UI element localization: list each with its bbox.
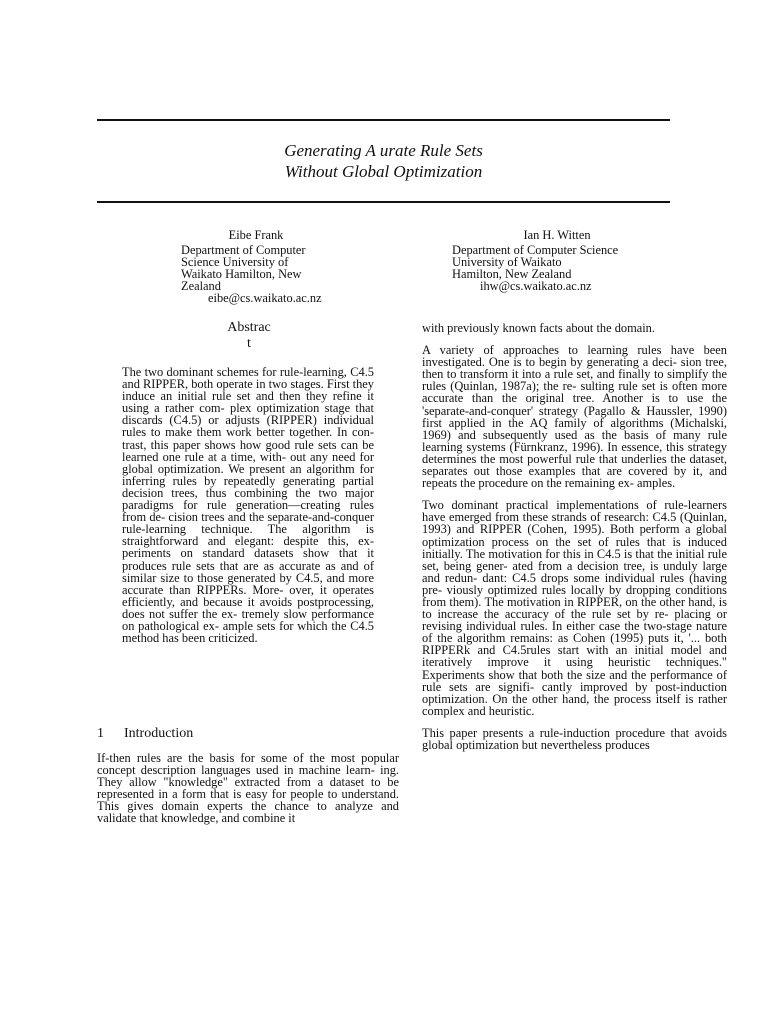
section-number: 1 [97,726,104,741]
affiliation-line: Hamilton, New Zealand [452,267,572,281]
author-email: eibe@cs.waikato.ac.nz [208,291,322,305]
body-paragraph: Two dominant practical implementations of rule-learners have emerged from these strands of research: C4.5 (Quinlan, 1993) and RIPPER (Cohen, 1995). Both perform a global optimization process on the set of rules that is induced initially. The motivation for this in C4.5 is that the initial rule set, being gener- ated from a decision tree, is unduly large and redun- dant: C4.5 drops some individual rules (having pre- viously optimized rules locally by dropping conditions from them). The motivation in RIPPER, on the other hand, is to increase the accuracy of the rule set by re- placing or revising individual rules. In either case the two-stage nature of the algorithm remains: as Cohen (1995) puts it, '... both RIPPERk and C4.5rules start with an initial model and iteratively improve it using heuristic techniques." Experiments show that both the size and the performance of rule sets are signifi- cantly improved by post-induction optimization. On the other hand, the process itself is rather complex and heuristic. [422,498,727,718]
affiliation-line: Zealand [181,279,221,293]
title-line-1: Generating A urate Rule Sets [284,141,483,160]
affiliation-line: Waikato Hamilton, New [181,267,302,281]
section-title: Introduction [124,726,194,741]
author-email: ihw@cs.waikato.ac.nz [480,279,592,293]
body-paragraph: This paper presents a rule-induction procedure that avoids global optimization but nevertheless produces [422,725,727,752]
intro-paragraph: If-then rules are the basis for some of the most popular concept description languages used in machine learn- ing. They allow "knowledge" extracted from a dataset to be represented in a form that is easy for people to understand. This gives domain experts the chance to analyze and validate that knowledge, and combine it [97,751,399,826]
top-rule [97,119,670,121]
author-block-1 [181,229,351,304]
section-heading-introduction [97,726,193,742]
author-affiliation [181,244,351,292]
abstract-paragraph: The two dominant schemes for rule-learning, C4.5 and RIPPER, both operate in two stages. First they induce an initial rule set and then they refine it using a rather com- plex optimization stage that discards (C4.5) or adjusts (RIPPER) individual rules to make them work better together. In con- trast, this paper shows how good rule sets can be learned one rule at a time, with- out any need for global optimization. We present an algorithm for inferring rules by repeatedly generating partial decision trees, thus combining the two major paradigms for rule generation—creating rules from de- cision trees and the separate-and-conquer rule-learning technique. The algorithm is straightforward and elegant: despite this, ex- periments on standard datasets show that it produces rule sets that are as accurate as and of similar size to those generated by C4.5, and more accurate than RIPPERs. More- over, it operates efficiently, and because it avoids postprocessing, does not suffer the ex- tremely slow performance on pathological ex- ample sets for which the C4.5 method has been criticized. [122,365,374,646]
right-column [422,322,727,761]
body-paragraph: A variety of approaches to learning rules have been investigated. One is to begin by generating a deci- sion tree, then to transform it into a rule set, and finally to simplify the rules (Quinlan, 1987a); the re- sulting rule set is often more accurate than the original tree. Another is to use the 'separate-and-conquer' strategy (Pagallo & Haussler, 1990) first applied in the AQ family of algorithms (Michalski, 1969) and subsequently used as the basis of many rule learning systems (Fürnkranz, 1996). In essence, this strategy determines the most powerful rule that underlies the dataset, separates out those examples that are covered by it, and repeats the procedure on the remaining ex- amples. [422,343,727,491]
author-name: Eibe Frank [228,228,284,242]
affiliation-line: University of Waikato [452,255,562,269]
title-bottom-rule [97,201,670,203]
title-line-2: Without Global Optimization [284,162,483,181]
body-paragraph: with previously known facts about the domain. [422,321,655,335]
affiliation-line: Department of Computer [181,243,306,257]
affiliation-line: Department of Computer Science [452,243,619,257]
author-affiliation [452,244,662,280]
abstract-heading [214,320,284,352]
abstract-heading-line-1: Abstrac [227,320,271,335]
abstract-body [122,366,374,644]
introduction-body [97,752,399,825]
abstract-heading-line-2: t [247,336,251,351]
affiliation-line: Science University of [181,255,289,269]
author-block-2 [452,229,662,292]
author-name: Ian H. Witten [523,228,591,242]
paper-title [97,140,670,182]
